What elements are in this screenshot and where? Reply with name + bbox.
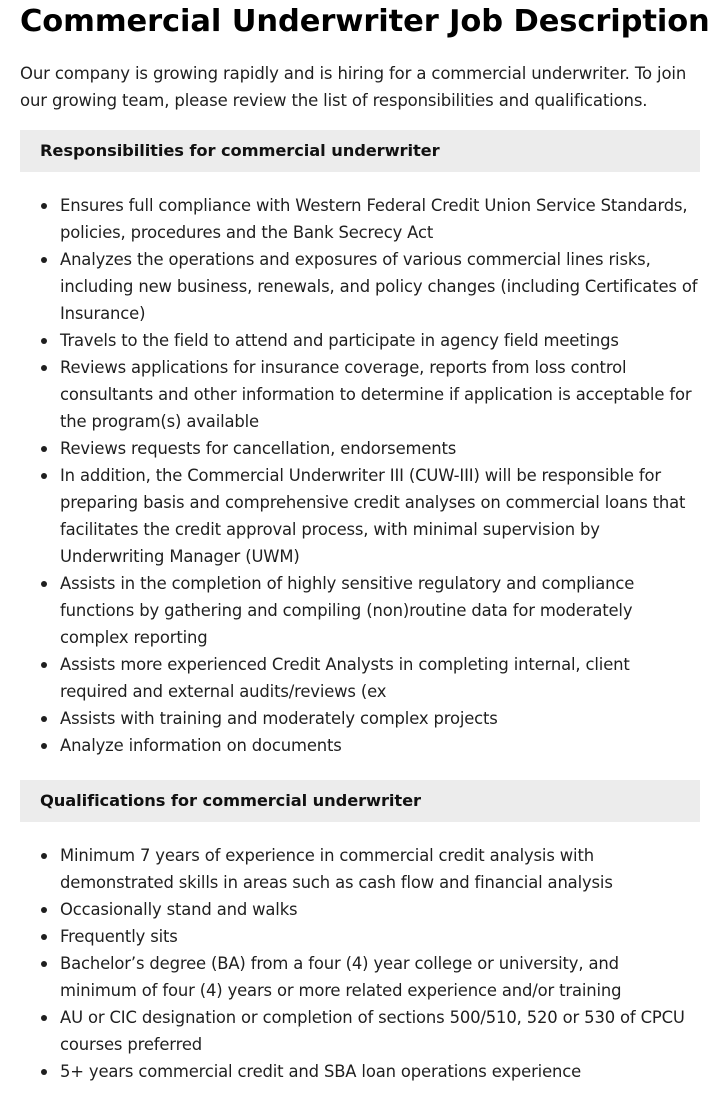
responsibilities-list bbox=[20, 192, 700, 759]
responsibility-item: Analyzes the operations and exposures of various commercial lines risks, including new business, renewals, and policy changes (including Certificates of Insurance) bbox=[20, 246, 700, 327]
responsibility-item: Reviews applications for insurance coverage, reports from loss control consultants and other information to determine if application is acceptable for the program(s) available bbox=[20, 354, 700, 435]
qualification-item: Minimum 7 years of experience in commercial credit analysis with demonstrated skills in areas such as cash flow and financial analysis bbox=[20, 842, 700, 896]
qualifications-heading: Qualifications for commercial underwriter bbox=[20, 780, 700, 822]
page-title: Commercial Underwriter Job Description bbox=[20, 4, 710, 39]
section-spacer bbox=[20, 759, 700, 764]
qualification-item: Frequently sits bbox=[20, 923, 700, 950]
responsibility-item: Assists more experienced Credit Analysts in completing internal, client required and external audits/reviews (ex bbox=[20, 651, 700, 705]
responsibility-item: Ensures full compliance with Western Federal Credit Union Service Standards, policies, procedures and the Bank Secrecy Act bbox=[20, 192, 700, 246]
responsibility-item: Assists in the completion of highly sensitive regulatory and compliance functions by gathering and compiling (non)routine data for moderately complex reporting bbox=[20, 570, 700, 651]
responsibilities-heading: Responsibilities for commercial underwriter bbox=[20, 130, 700, 172]
qualifications-list bbox=[20, 842, 700, 1085]
qualification-item: 5+ years commercial credit and SBA loan operations experience bbox=[20, 1058, 700, 1085]
responsibility-item: Travels to the field to attend and participate in agency field meetings bbox=[20, 327, 700, 354]
qualification-item: Bachelor’s degree (BA) from a four (4) year college or university, and minimum of four (4) years or more related experience and/or training bbox=[20, 950, 700, 1004]
responsibility-item: Analyze information on documents bbox=[20, 732, 700, 759]
qualification-item: AU or CIC designation or completion of sections 500/510, 520 or 530 of CPCU courses preferred bbox=[20, 1004, 700, 1058]
responsibility-item: In addition, the Commercial Underwriter III (CUW-III) will be responsible for preparing basis and comprehensive credit analyses on commercial loans that facilitates the credit approval process, with minimal supervision by Underwriting Manager (UWM) bbox=[20, 462, 700, 570]
responsibility-item: Assists with training and moderately complex projects bbox=[20, 705, 700, 732]
responsibility-item: Reviews requests for cancellation, endorsements bbox=[20, 435, 700, 462]
intro-paragraph: Our company is growing rapidly and is hiring for a commercial underwriter. To join our growing team, please review the list of responsibilities and qualifications. bbox=[20, 64, 687, 110]
qualification-item: Occasionally stand and walks bbox=[20, 896, 700, 923]
